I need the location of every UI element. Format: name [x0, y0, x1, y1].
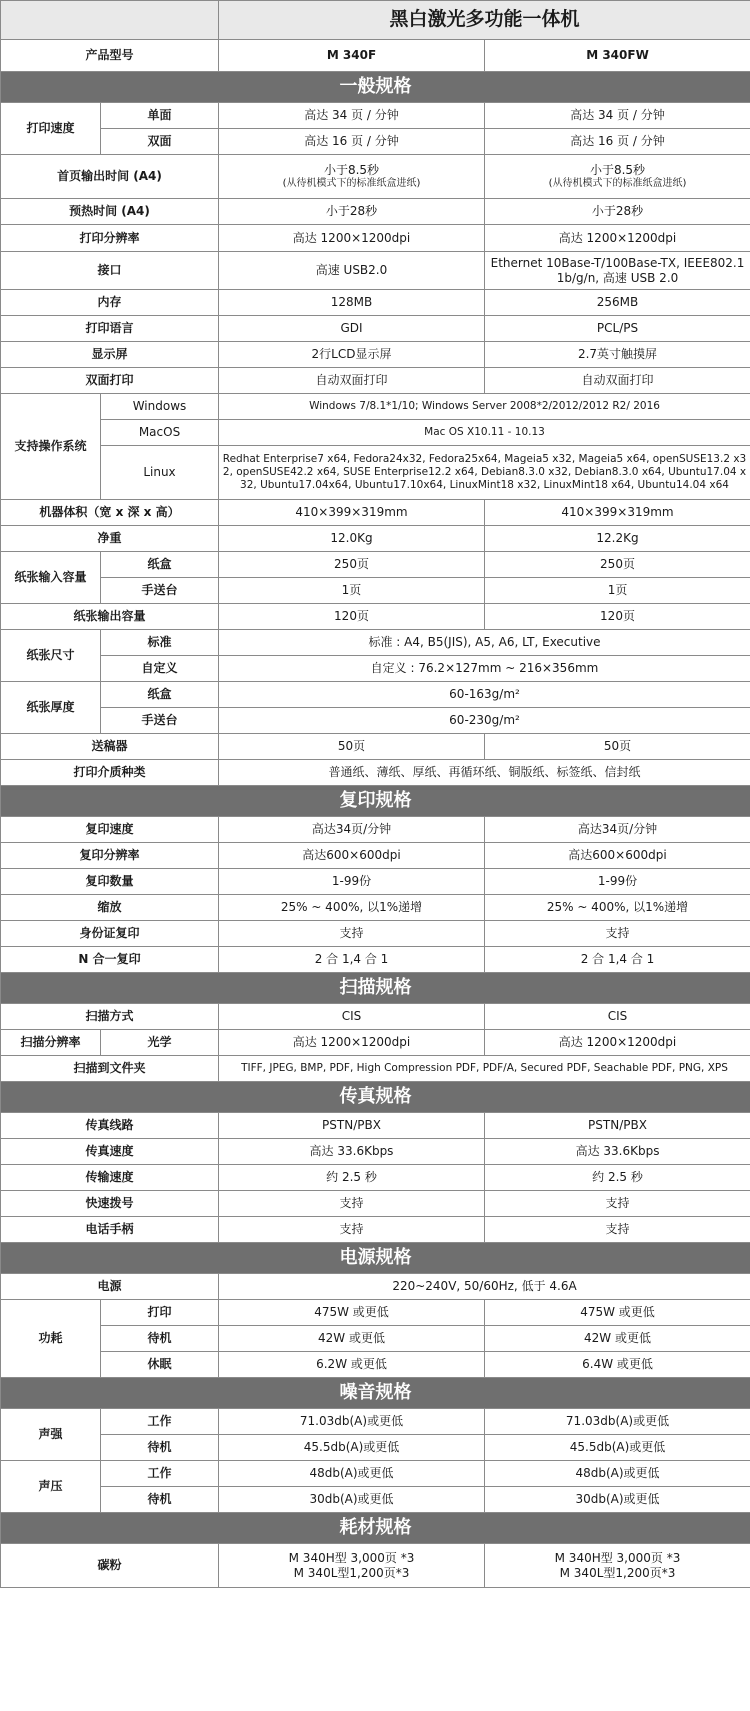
os-macos-value: Mac OS X10.11 - 10.13 — [219, 420, 750, 446]
media-value: 普通纸、薄纸、厚纸、再循环纸、铜版纸、标签纸、信封纸 — [219, 760, 750, 786]
copy-resolution-f: 高达600×600dpi — [219, 843, 485, 869]
scan-resolution-f: 高达 1200×1200dpi — [219, 1030, 485, 1056]
first-page-label: 首页输出时间 (A4) — [1, 155, 219, 199]
speed-dial-fw: 支持 — [485, 1191, 750, 1217]
warmup-f: 小于28秒 — [219, 199, 485, 225]
paper-size-label: 纸张尺寸 — [1, 630, 101, 682]
simplex-fw: 高达 34 页 / 分钟 — [485, 103, 750, 129]
consumption-standby-f: 42W 或更低 — [219, 1326, 485, 1352]
title-corner-cell — [1, 1, 219, 40]
paper-input-label: 纸张输入容量 — [1, 552, 101, 604]
resolution-f: 高达 1200×1200dpi — [219, 225, 485, 252]
scan-resolution-fw: 高达 1200×1200dpi — [485, 1030, 750, 1056]
paper-thickness-tray-label: 纸盒 — [101, 682, 219, 708]
paper-size-standard-label: 标准 — [101, 630, 219, 656]
os-macos-label: MacOS — [101, 420, 219, 446]
id-copy-label: 身份证复印 — [1, 921, 219, 947]
fax-speed-fw: 高达 33.6Kbps — [485, 1139, 750, 1165]
language-f: GDI — [219, 316, 485, 342]
warmup-label: 预热时间 (A4) — [1, 199, 219, 225]
scan-method-fw: CIS — [485, 1004, 750, 1030]
handset-f: 支持 — [219, 1217, 485, 1243]
sound-power-work-label: 工作 — [101, 1409, 219, 1435]
id-copy-f: 支持 — [219, 921, 485, 947]
sound-power-label: 声强 — [1, 1409, 101, 1461]
model-m340fw: M 340FW — [485, 40, 750, 72]
duplex-print-fw: 自动双面打印 — [485, 368, 750, 394]
adf-fw: 50页 — [485, 734, 750, 760]
scan-method-f: CIS — [219, 1004, 485, 1030]
display-fw: 2.7英寸触摸屏 — [485, 342, 750, 368]
paper-output-fw: 120页 — [485, 604, 750, 630]
power-supply-value: 220~240V, 50/60Hz, 低于 4.6A — [219, 1274, 750, 1300]
first-page-fw-note: (从待机模式下的标准纸盒进纸) — [548, 177, 687, 189]
duplex-f: 高达 16 页 / 分钟 — [219, 129, 485, 155]
consumption-sleep-fw: 6.4W 或更低 — [485, 1352, 750, 1378]
section-general: 一般规格 — [1, 72, 750, 103]
consumption-print-fw: 475W 或更低 — [485, 1300, 750, 1326]
media-label: 打印介质种类 — [1, 760, 219, 786]
paper-thickness-tray-value: 60-163g/m² — [219, 682, 750, 708]
dimensions-f: 410×399×319mm — [219, 500, 485, 526]
section-fax: 传真规格 — [1, 1082, 750, 1113]
power-supply-label: 电源 — [1, 1274, 219, 1300]
weight-fw: 12.2Kg — [485, 526, 750, 552]
sound-pressure-label: 声压 — [1, 1461, 101, 1513]
scan-resolution-sub: 光学 — [101, 1030, 219, 1056]
first-page-f — [219, 155, 485, 199]
section-copy: 复印规格 — [1, 786, 750, 817]
toner-f-line2: M 340L型1,200页*3 — [293, 1565, 410, 1580]
paper-output-label: 纸张输出容量 — [1, 604, 219, 630]
duplex-print-f: 自动双面打印 — [219, 368, 485, 394]
speed-dial-label: 快速拨号 — [1, 1191, 219, 1217]
language-fw: PCL/PS — [485, 316, 750, 342]
fax-transmit-f: 约 2.5 秒 — [219, 1165, 485, 1191]
paper-input-tray-label: 纸盒 — [101, 552, 219, 578]
speed-dial-f: 支持 — [219, 1191, 485, 1217]
sound-pressure-work-fw: 48db(A)或更低 — [485, 1461, 750, 1487]
memory-f: 128MB — [219, 290, 485, 316]
paper-output-f: 120页 — [219, 604, 485, 630]
display-f: 2行LCD显示屏 — [219, 342, 485, 368]
copy-quantity-f: 1-99份 — [219, 869, 485, 895]
resolution-fw: 高达 1200×1200dpi — [485, 225, 750, 252]
fax-speed-label: 传真速度 — [1, 1139, 219, 1165]
memory-label: 内存 — [1, 290, 219, 316]
paper-thickness-manual-value: 60-230g/m² — [219, 708, 750, 734]
n-in-1-label: N 合一复印 — [1, 947, 219, 973]
consumption-standby-label: 待机 — [101, 1326, 219, 1352]
scan-to-folder-label: 扫描到文件夹 — [1, 1056, 219, 1082]
copy-zoom-f: 25% ~ 400%, 以1%递增 — [219, 895, 485, 921]
paper-size-standard-value: 标准 : A4, B5(JIS), A5, A6, LT, Executive — [219, 630, 750, 656]
memory-fw: 256MB — [485, 290, 750, 316]
section-noise: 噪音规格 — [1, 1378, 750, 1409]
toner-f-line1: M 340H型 3,000页 *3 — [288, 1550, 415, 1565]
paper-input-tray-f: 250页 — [219, 552, 485, 578]
consumption-print-f: 475W 或更低 — [219, 1300, 485, 1326]
dimensions-label: 机器体积（宽 x 深 x 高） — [1, 500, 219, 526]
consumption-print-label: 打印 — [101, 1300, 219, 1326]
first-page-f-note: (从待机模式下的标准纸盒进纸) — [282, 177, 421, 189]
consumption-standby-fw: 42W 或更低 — [485, 1326, 750, 1352]
duplex-label: 双面 — [101, 129, 219, 155]
paper-thickness-label: 纸张厚度 — [1, 682, 101, 734]
sound-power-work-fw: 71.03db(A)或更低 — [485, 1409, 750, 1435]
section-consumables: 耗材规格 — [1, 1513, 750, 1544]
display-label: 显示屏 — [1, 342, 219, 368]
copy-quantity-label: 复印数量 — [1, 869, 219, 895]
weight-f: 12.0Kg — [219, 526, 485, 552]
print-speed-label: 打印速度 — [1, 103, 101, 155]
handset-fw: 支持 — [485, 1217, 750, 1243]
copy-speed-label: 复印速度 — [1, 817, 219, 843]
interface-f: 高速 USB2.0 — [219, 252, 485, 290]
paper-input-manual-f: 1页 — [219, 578, 485, 604]
handset-label: 电话手柄 — [1, 1217, 219, 1243]
page-title: 黑白激光多功能一体机 — [219, 1, 750, 40]
sound-power-standby-f: 45.5db(A)或更低 — [219, 1435, 485, 1461]
resolution-label: 打印分辨率 — [1, 225, 219, 252]
language-label: 打印语言 — [1, 316, 219, 342]
first-page-fw-value: 小于8.5秒 — [589, 162, 646, 177]
toner-fw-line2: M 340L型1,200页*3 — [559, 1565, 676, 1580]
paper-thickness-manual-label: 手送台 — [101, 708, 219, 734]
os-linux-value: Redhat Enterprise7 x64, Fedora24x32, Fedora25x64, Mageia5 x32, Mageia5 x64, openSUSE13.2 x32, openSUSE42.2 x64, SUSE Enterprise12.2 x64, Debian8.3.0 x32, Debian8.3.0 x64, Ubuntu17.04 x32, Ubuntu17.04x64, Ubuntu17.10x64, LinuxMint18 x32, LinuxMint18 x64, Ubuntu14.04 x64 — [219, 446, 750, 500]
fax-transmit-label: 传输速度 — [1, 1165, 219, 1191]
interface-label: 接口 — [1, 252, 219, 290]
first-page-fw — [485, 155, 750, 199]
fax-speed-f: 高达 33.6Kbps — [219, 1139, 485, 1165]
os-windows-value: Windows 7/8.1*1/10; Windows Server 2008*2/2012/2012 R2/ 2016 — [219, 394, 750, 420]
warmup-fw: 小于28秒 — [485, 199, 750, 225]
sound-power-standby-fw: 45.5db(A)或更低 — [485, 1435, 750, 1461]
fax-line-label: 传真线路 — [1, 1113, 219, 1139]
copy-zoom-label: 缩放 — [1, 895, 219, 921]
toner-fw-line1: M 340H型 3,000页 *3 — [554, 1550, 681, 1565]
os-label: 支持操作系统 — [1, 394, 101, 500]
fax-transmit-fw: 约 2.5 秒 — [485, 1165, 750, 1191]
paper-size-custom-value: 自定义 : 76.2×127mm ~ 216×356mm — [219, 656, 750, 682]
scan-method-label: 扫描方式 — [1, 1004, 219, 1030]
copy-resolution-label: 复印分辨率 — [1, 843, 219, 869]
sound-pressure-standby-f: 30db(A)或更低 — [219, 1487, 485, 1513]
toner-f — [219, 1544, 485, 1588]
duplex-print-label: 双面打印 — [1, 368, 219, 394]
adf-f: 50页 — [219, 734, 485, 760]
model-m340f: M 340F — [219, 40, 485, 72]
toner-fw — [485, 1544, 750, 1588]
copy-zoom-fw: 25% ~ 400%, 以1%递增 — [485, 895, 750, 921]
copy-quantity-fw: 1-99份 — [485, 869, 750, 895]
fax-line-fw: PSTN/PBX — [485, 1113, 750, 1139]
paper-input-manual-fw: 1页 — [485, 578, 750, 604]
interface-fw: Ethernet 10Base-T/100Base-TX, IEEE802.11b/g/n, 高速 USB 2.0 — [485, 252, 750, 290]
model-label: 产品型号 — [1, 40, 219, 72]
first-page-f-value: 小于8.5秒 — [323, 162, 380, 177]
sound-pressure-standby-label: 待机 — [101, 1487, 219, 1513]
weight-label: 净重 — [1, 526, 219, 552]
duplex-fw: 高达 16 页 / 分钟 — [485, 129, 750, 155]
sound-pressure-standby-fw: 30db(A)或更低 — [485, 1487, 750, 1513]
copy-speed-fw: 高达34页/分钟 — [485, 817, 750, 843]
paper-input-manual-label: 手送台 — [101, 578, 219, 604]
n-in-1-f: 2 合 1,4 合 1 — [219, 947, 485, 973]
dimensions-fw: 410×399×319mm — [485, 500, 750, 526]
consumption-sleep-f: 6.2W 或更低 — [219, 1352, 485, 1378]
consumption-label: 功耗 — [1, 1300, 101, 1378]
sound-power-standby-label: 待机 — [101, 1435, 219, 1461]
sound-power-work-f: 71.03db(A)或更低 — [219, 1409, 485, 1435]
toner-label: 碳粉 — [1, 1544, 219, 1588]
n-in-1-fw: 2 合 1,4 合 1 — [485, 947, 750, 973]
paper-input-tray-fw: 250页 — [485, 552, 750, 578]
os-linux-label: Linux — [101, 446, 219, 500]
copy-speed-f: 高达34页/分钟 — [219, 817, 485, 843]
sound-pressure-work-f: 48db(A)或更低 — [219, 1461, 485, 1487]
simplex-f: 高达 34 页 / 分钟 — [219, 103, 485, 129]
paper-size-custom-label: 自定义 — [101, 656, 219, 682]
id-copy-fw: 支持 — [485, 921, 750, 947]
copy-resolution-fw: 高达600×600dpi — [485, 843, 750, 869]
section-power: 电源规格 — [1, 1243, 750, 1274]
adf-label: 送稿器 — [1, 734, 219, 760]
consumption-sleep-label: 休眠 — [101, 1352, 219, 1378]
os-windows-label: Windows — [101, 394, 219, 420]
scan-to-folder-value: TIFF, JPEG, BMP, PDF, High Compression PDF, PDF/A, Secured PDF, Seachable PDF, PNG, XPS — [219, 1056, 750, 1082]
simplex-label: 单面 — [101, 103, 219, 129]
scan-resolution-label: 扫描分辨率 — [1, 1030, 101, 1056]
section-scan: 扫描规格 — [1, 973, 750, 1004]
sound-pressure-work-label: 工作 — [101, 1461, 219, 1487]
fax-line-f: PSTN/PBX — [219, 1113, 485, 1139]
